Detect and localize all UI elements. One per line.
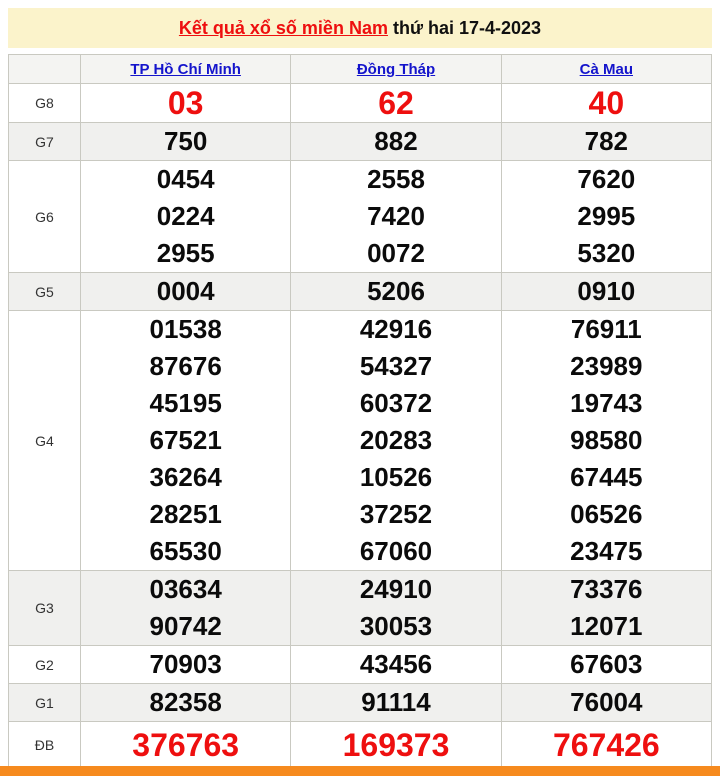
table-row — [9, 684, 712, 722]
prize-cell — [81, 722, 291, 769]
prize-number: 01538 — [149, 314, 222, 344]
prize-number: 28251 — [149, 499, 222, 529]
prize-cell — [501, 722, 711, 769]
province-link-tphcm[interactable]: TP Hồ Chí Minh — [130, 60, 241, 78]
prize-cell — [501, 273, 711, 311]
prize-number: 169373 — [342, 727, 450, 763]
prize-number: 82358 — [149, 687, 222, 717]
prize-cell — [291, 311, 501, 571]
prize-number: 0004 — [156, 276, 215, 306]
prize-number: 36264 — [149, 462, 222, 492]
prize-label: G7 — [9, 123, 81, 161]
province-link-dongthap[interactable]: Đồng Tháp — [356, 60, 436, 78]
prize-number: 10526 — [359, 462, 433, 492]
title-link[interactable]: Kết quả xổ số miền Nam — [178, 17, 388, 38]
prize-cell — [81, 123, 291, 161]
prize-cell — [81, 84, 291, 123]
prize-number: 70903 — [149, 649, 222, 679]
prize-number: 40 — [588, 85, 625, 121]
table-row — [9, 123, 712, 161]
page-title — [8, 8, 712, 48]
prize-cell — [501, 646, 711, 684]
table-row — [9, 161, 712, 273]
prize-number: 67445 — [570, 462, 643, 492]
column-header-tphcm — [81, 55, 291, 84]
table-row — [9, 273, 712, 311]
prize-number: 0910 — [577, 276, 636, 306]
prize-cell — [291, 684, 501, 722]
prize-number: 54327 — [359, 351, 433, 381]
prize-cell — [291, 84, 501, 123]
prize-label: G8 — [9, 84, 81, 123]
prize-number: 2995 — [577, 201, 636, 231]
prize-number: 67603 — [570, 649, 643, 679]
prize-number: 43456 — [359, 649, 433, 679]
prize-number: 30053 — [359, 611, 433, 641]
title-date: thứ hai 17-4-2023 — [387, 17, 542, 38]
prize-number: 03634 — [149, 574, 222, 604]
prize-label: G4 — [9, 311, 81, 571]
prize-number: 45195 — [149, 388, 222, 418]
corner-cell — [9, 55, 81, 84]
prize-cell — [81, 311, 291, 571]
prize-number: 62 — [378, 85, 414, 121]
prize-number: 87676 — [149, 351, 222, 381]
prize-cell — [291, 722, 501, 769]
prize-number: 5206 — [367, 276, 425, 306]
prize-number: 73376 — [570, 574, 643, 604]
prize-number: 60372 — [359, 388, 433, 418]
prize-number: 23475 — [570, 536, 643, 566]
prize-label: G6 — [9, 161, 81, 273]
prize-number: 23989 — [570, 351, 643, 381]
prize-cell — [81, 161, 291, 273]
prize-label: G3 — [9, 571, 81, 646]
prize-number: 376763 — [132, 727, 240, 763]
province-link-camau[interactable]: Cà Mau — [579, 60, 633, 78]
prize-number: 24910 — [359, 574, 433, 604]
prize-number: 2558 — [367, 164, 425, 194]
table-row — [9, 84, 712, 123]
prize-number: 03 — [167, 85, 204, 121]
prize-label: G1 — [9, 684, 81, 722]
prize-cell — [291, 123, 501, 161]
table-row — [9, 571, 712, 646]
prize-number: 7420 — [367, 201, 425, 231]
prize-number: 882 — [374, 126, 418, 156]
prize-label: G2 — [9, 646, 81, 684]
prize-number: 65530 — [149, 536, 222, 566]
prize-number: 90742 — [149, 611, 222, 641]
prize-number: 750 — [163, 126, 208, 156]
prize-cell — [81, 273, 291, 311]
prize-cell — [291, 161, 501, 273]
prize-number: 2955 — [156, 238, 215, 268]
prize-number: 0454 — [156, 164, 215, 194]
prize-cell — [501, 571, 711, 646]
prize-cell — [291, 273, 501, 311]
prize-cell — [501, 684, 711, 722]
prize-number: 76911 — [570, 314, 642, 344]
prize-number: 0072 — [367, 238, 425, 268]
prize-number: 06526 — [570, 499, 643, 529]
prize-number: 20283 — [359, 425, 433, 455]
prize-number: 767426 — [552, 727, 660, 763]
prize-number: 91114 — [361, 687, 431, 717]
prize-cell — [291, 571, 501, 646]
prize-cell — [291, 646, 501, 684]
prize-cell — [501, 84, 711, 123]
prize-number: 782 — [584, 126, 629, 156]
prize-cell — [81, 571, 291, 646]
prize-cell — [501, 123, 711, 161]
table-row — [9, 311, 712, 571]
prize-number: 76004 — [570, 687, 643, 717]
prize-label: ĐB — [9, 722, 81, 769]
prize-cell — [501, 311, 711, 571]
bottom-orange-bar — [0, 766, 720, 776]
prize-number: 12071 — [570, 611, 643, 641]
results-table — [8, 54, 712, 769]
prize-number: 42916 — [359, 314, 433, 344]
table-row — [9, 722, 712, 769]
table-row — [9, 646, 712, 684]
prize-number: 7620 — [577, 164, 636, 194]
prize-number: 67060 — [359, 536, 433, 566]
header-row — [9, 55, 712, 84]
column-header-dongthap — [291, 55, 501, 84]
prize-label: G5 — [9, 273, 81, 311]
prize-cell — [501, 161, 711, 273]
prize-number: 67521 — [149, 425, 222, 455]
prize-cell — [81, 646, 291, 684]
prize-number: 5320 — [577, 238, 636, 268]
prize-cell — [81, 684, 291, 722]
prize-number: 98580 — [570, 425, 643, 455]
prize-number: 37252 — [359, 499, 433, 529]
column-header-camau — [501, 55, 711, 84]
prize-number: 0224 — [156, 201, 215, 231]
prize-number: 19743 — [570, 388, 643, 418]
